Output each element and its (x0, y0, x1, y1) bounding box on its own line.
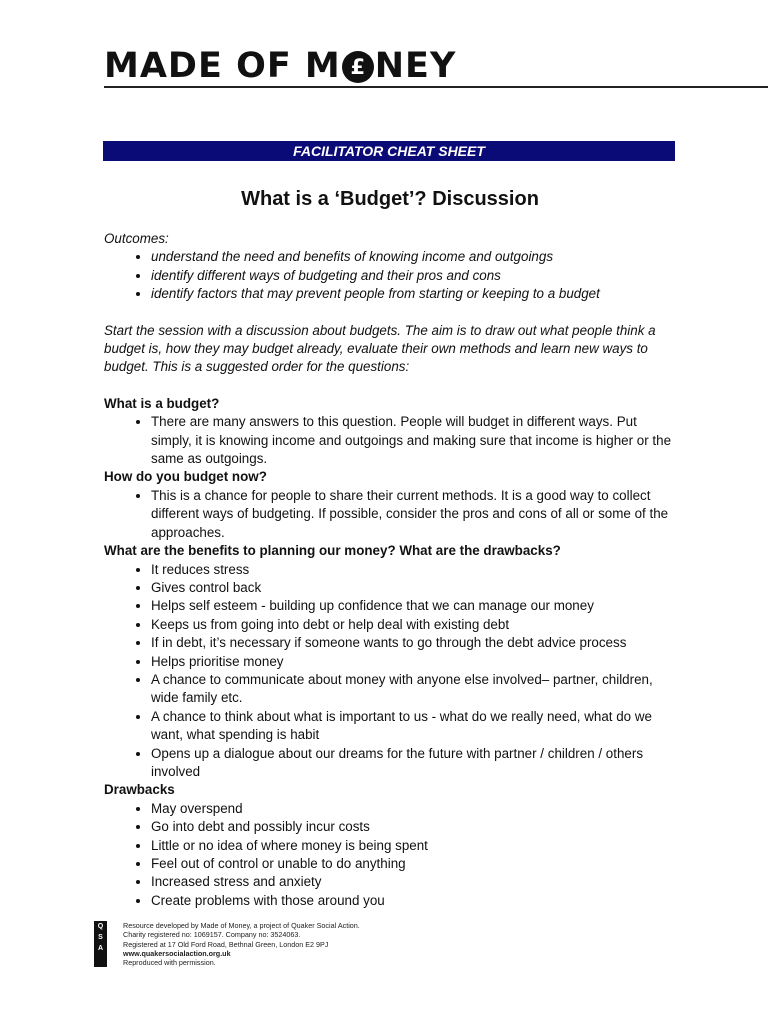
list-item: • Helps self esteem - building up confidence that we can manage our money (151, 597, 676, 615)
outcomes-list (104, 248, 676, 303)
list-item: • identify different ways of budgeting and their pros and cons (151, 267, 676, 285)
list-item: • Increased stress and anxiety (151, 873, 676, 891)
section-heading: What is a budget? (104, 395, 220, 411)
footer-line: Registered at 17 Old Ford Road, Bethnal Green, London E2 9PJ (123, 939, 329, 949)
list-item: • A chance to think about what is important to us - what do we really need, what do we want, what spending is habit (151, 708, 676, 745)
qsa-letter: A (97, 945, 104, 952)
header-divider (104, 86, 768, 88)
outcomes-label: Outcomes: (104, 231, 169, 246)
list-item: • Keeps us from going into debt or help deal with existing debt (151, 616, 676, 634)
page-title: What is a ‘Budget’? Discussion (241, 188, 539, 210)
qsa-logo-icon (94, 921, 107, 967)
list-item: • A chance to communicate about money with anyone else involved– partner, children, wide family etc. (151, 671, 676, 708)
document-body (104, 230, 676, 910)
list-item: • Go into debt and possibly incur costs (151, 818, 676, 836)
benefits-list (104, 561, 676, 782)
list-item: • Gives control back (151, 579, 676, 597)
list-item: • Little or no idea of where money is being spent (151, 837, 676, 855)
footer-line: Charity registered no: 1069157. Company no: 3524063. (123, 930, 301, 940)
section-list (104, 487, 676, 542)
intro-paragraph: Start the session with a discussion about budgets. The aim is to draw out what people think a budget is, how they may budget already, evaluate their own methods and learn new ways to budget. This is a suggested order for the questions: (104, 322, 656, 375)
qsa-letter: Q (97, 923, 104, 930)
list-item: • It reduces stress (151, 561, 676, 579)
list-item: • Feel out of control or unable to do anything (151, 855, 676, 873)
list-item: • understand the need and benefits of knowing income and outgoings (151, 248, 676, 266)
section-list (104, 413, 676, 468)
list-item: • Helps prioritise money (151, 653, 676, 671)
list-item: • identify factors that may prevent people from starting or keeping to a budget (151, 285, 676, 303)
drawbacks-list (104, 800, 676, 910)
footer-line: Resource developed by Made of Money, a project of Quaker Social Action. (123, 921, 360, 930)
list-item: • If in debt, it’s necessary if someone wants to go through the debt advice process (151, 634, 676, 652)
section-heading: What are the benefits to planning our money? What are the drawbacks? (104, 543, 561, 559)
footer-line: Reproduced with permission. (123, 958, 216, 968)
facilitator-banner: FACILITATOR CHEAT SHEET (103, 141, 675, 161)
footer-website-link[interactable]: www.quakersocialaction.org.uk (123, 948, 231, 958)
list-item: • May overspend (151, 800, 676, 818)
logo-text-start: MADE OF M (104, 46, 341, 86)
list-item: • Opens up a dialogue about our dreams for the future with partner / children / others involved (151, 745, 676, 782)
pound-coin-icon: £ (342, 51, 374, 83)
section-heading: How do you budget now? (104, 469, 267, 485)
list-item: • There are many answers to this question. People will budget in different ways. Put simply, it is knowing income and outgoings and making sure that income is higher or the same as outgoings. (151, 413, 676, 468)
made-of-money-logo (104, 44, 456, 88)
footer-credits (123, 921, 483, 967)
logo-text-end: NEY (374, 46, 457, 86)
qsa-letter: S (98, 934, 103, 941)
list-item: • This is a chance for people to share their current methods. It is a good way to collect different ways of budgeting. If possible, consider the pros and cons of all or some of the approaches. (151, 487, 676, 542)
section-heading: Drawbacks (104, 782, 175, 798)
list-item: • Create problems with those around you (151, 892, 676, 910)
